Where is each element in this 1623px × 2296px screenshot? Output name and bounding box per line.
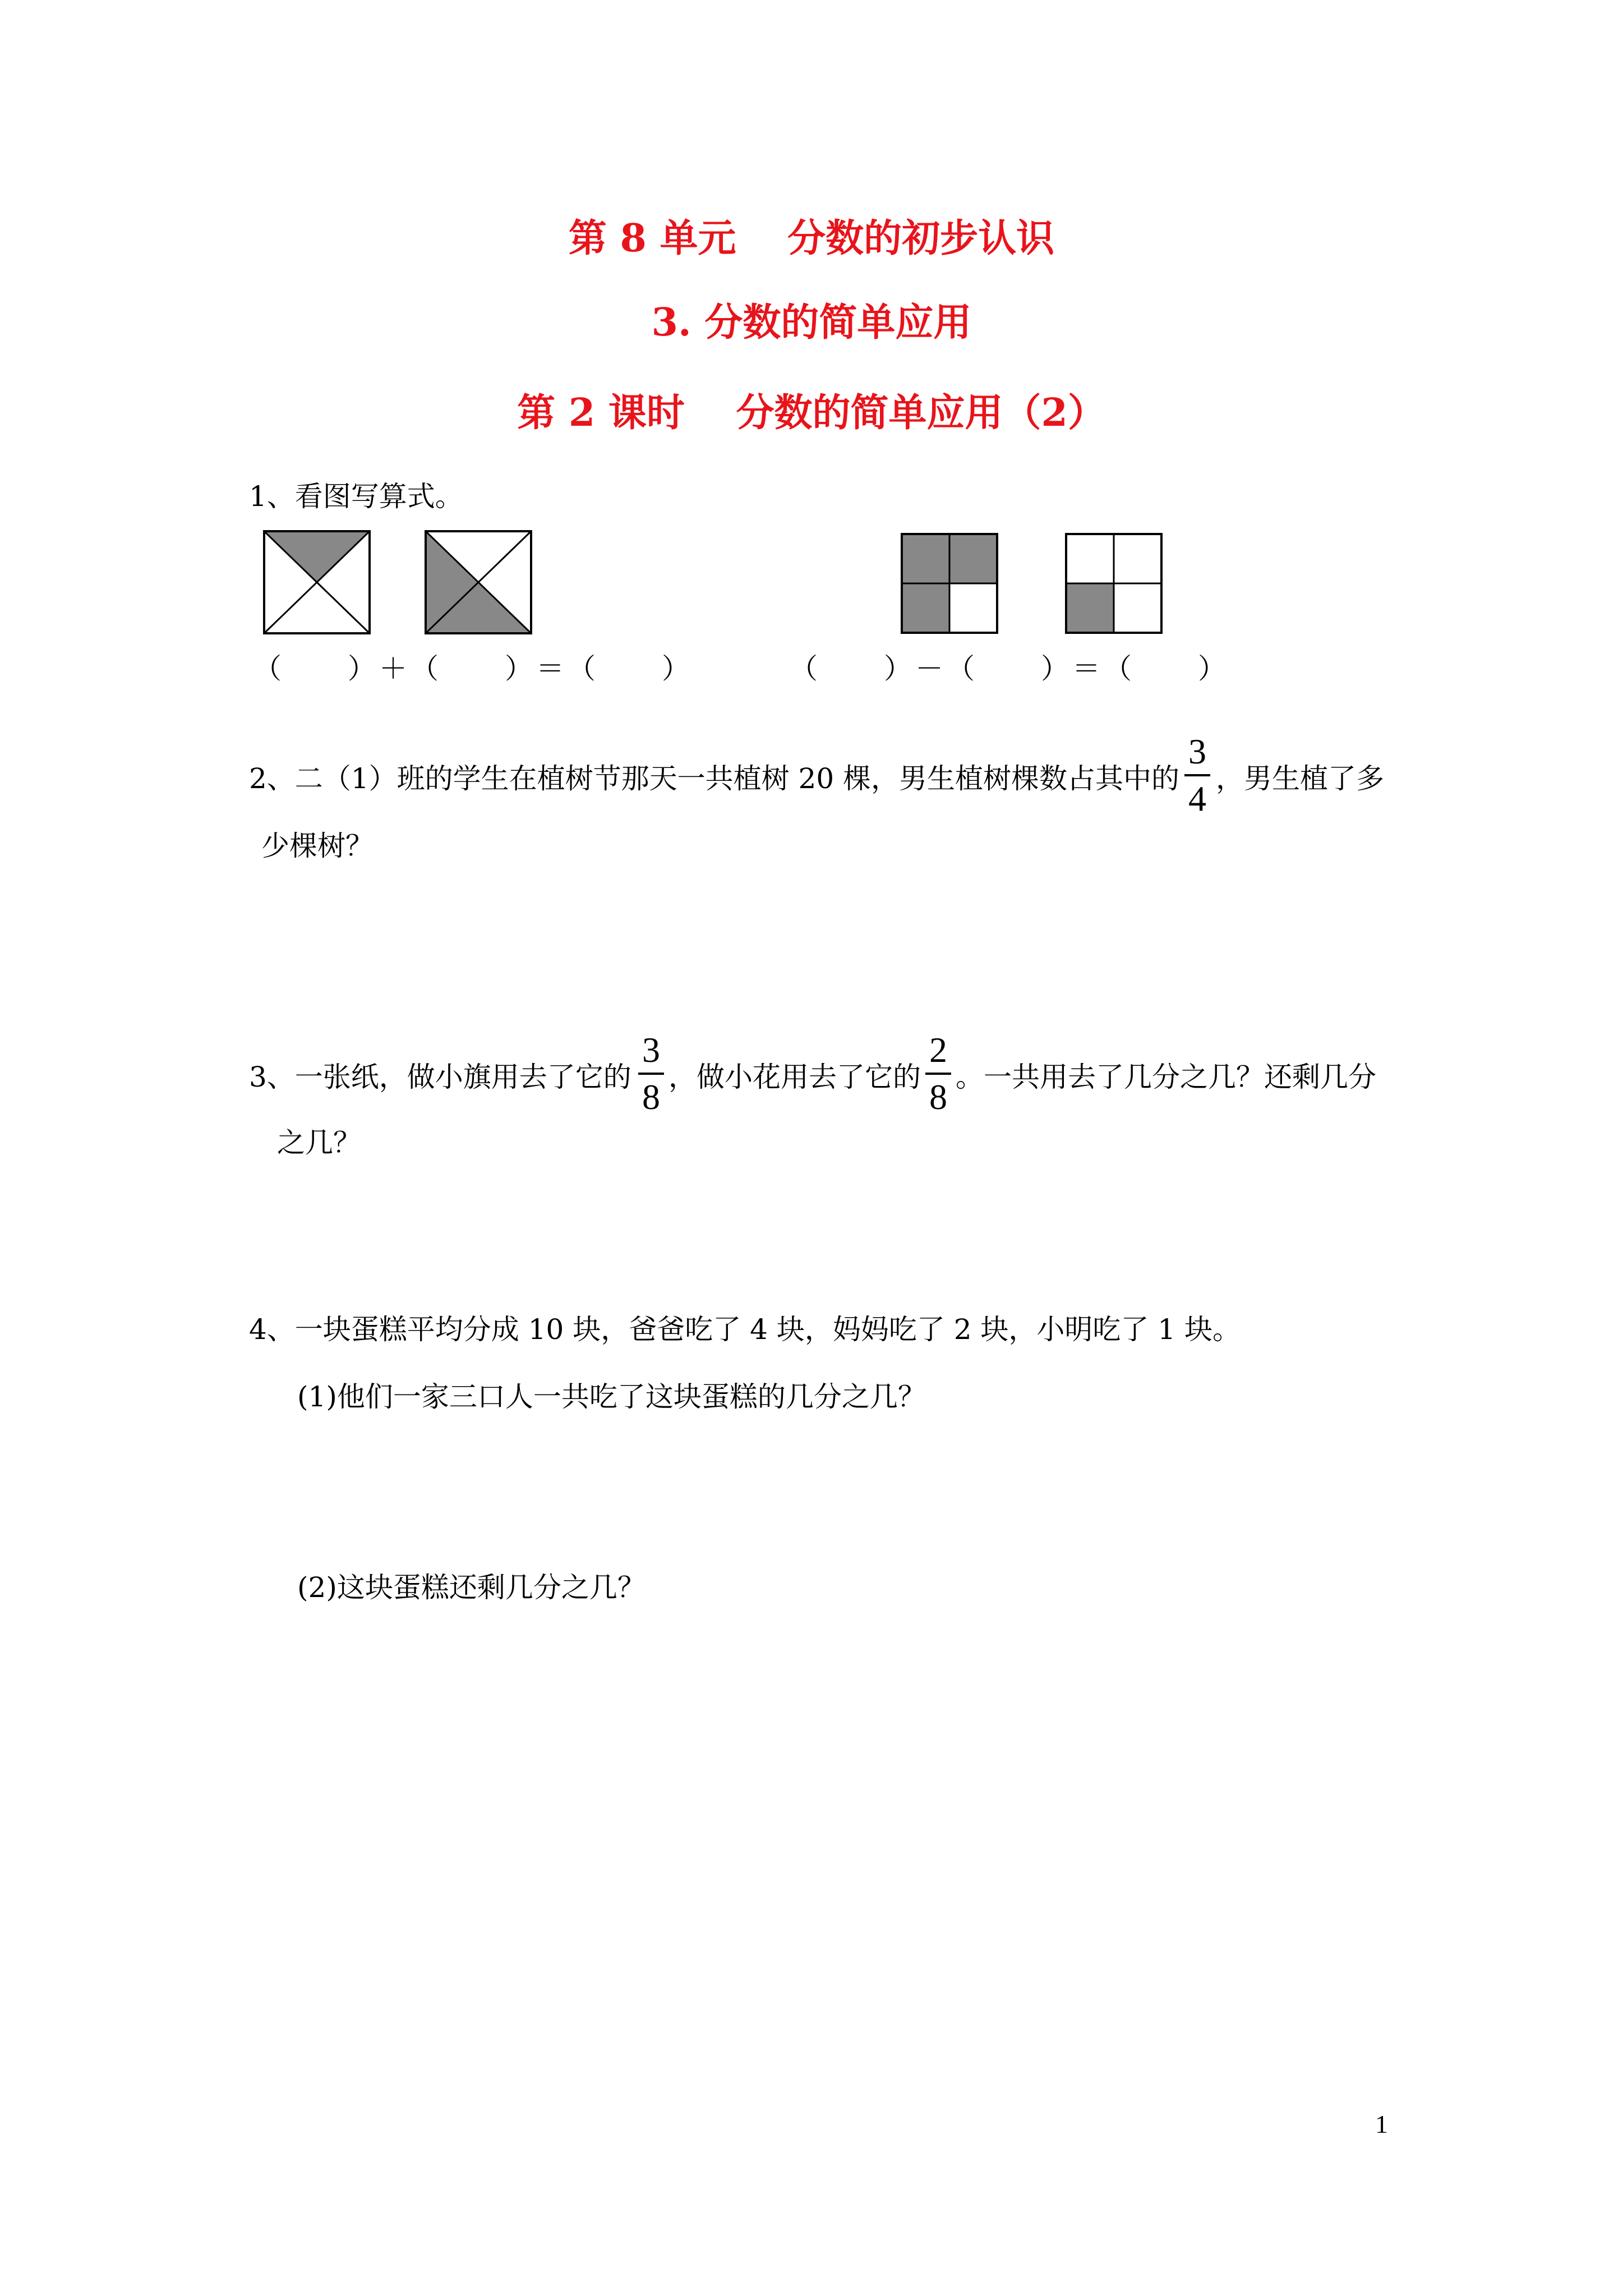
fraction-bar <box>638 1073 664 1075</box>
lesson-title: 第 2 课时 分数的简单应用（2） <box>517 390 1106 435</box>
fraction-bar <box>925 1073 951 1075</box>
q3-text-line2: 之几？ <box>277 1126 361 1159</box>
q2-fraction <box>1183 731 1211 818</box>
unit-title: 第 8 单元 分数的初步认识 <box>568 216 1055 261</box>
fraction-bar <box>1184 774 1210 776</box>
page-number: 1 <box>1375 2110 1388 2138</box>
q3-text-b: ，做小花用去了它的 <box>668 1061 921 1093</box>
q2-text-after: ，男生植了多 <box>1216 762 1384 795</box>
q4-text: 4、一块蛋糕平均分成 10 块，爸爸吃了 4 块，妈妈吃了 2 块，小明吃了 1 块。 <box>249 1313 1241 1346</box>
q2-text <box>249 762 1179 795</box>
q4-sub2: (2)这块蛋糕还剩几分之几？ <box>297 1571 645 1604</box>
q1-square-top-shaded <box>263 530 371 634</box>
q1-prompt: 1、看图写算式。 <box>249 480 463 513</box>
q1-grid-three-quarters-shaded <box>901 533 998 634</box>
q3-fraction-2 <box>924 1032 952 1115</box>
q3-text-c: 。一共用去了几分之几？还剩几分 <box>956 1061 1376 1093</box>
q2-fraction-denominator: 4 <box>1188 779 1206 818</box>
section-title: 3. 分数的简单应用 <box>651 300 972 345</box>
q1-sub-equation: （ ）－（ ）＝（ ） <box>790 652 1229 685</box>
q2-text-line2: 少棵树？ <box>261 830 374 862</box>
q2-fraction-numerator: 3 <box>1188 731 1206 771</box>
q2-text-before: 2、二（1）班的学生在植树节那天一共植树 20 棵，男生植树棵数占其中的 <box>249 762 1180 795</box>
q1-add-equation: （ ）＋（ ）＝（ ） <box>253 652 693 685</box>
q3-fraction-1 <box>637 1032 665 1115</box>
q1-square-left-bottom-shaded <box>425 530 532 634</box>
q1-grid-one-quarter-shaded <box>1065 533 1163 634</box>
q3-fraction2-numerator: 2 <box>929 1030 947 1070</box>
q3-text-a: 3、一张纸，做小旗用去了它的 <box>249 1061 631 1093</box>
q4-sub1: (1)他们一家三口人一共吃了这块蛋糕的几分之几？ <box>297 1381 926 1413</box>
q3-fraction1-numerator: 3 <box>642 1030 660 1070</box>
q3-fraction2-denominator: 8 <box>929 1077 947 1117</box>
q3-fraction1-denominator: 8 <box>642 1077 660 1117</box>
